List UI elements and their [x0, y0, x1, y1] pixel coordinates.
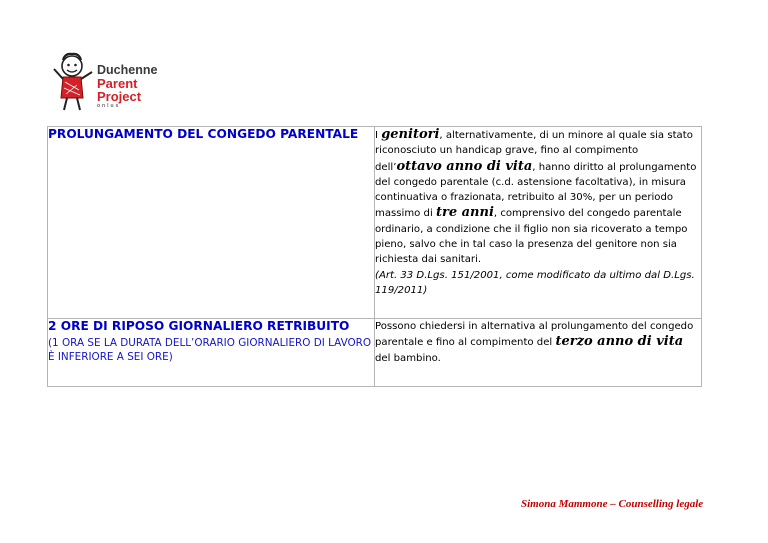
row-subnote: (1 ORA SE LA DURATA DELL’ORARIO GIORNALIERO DI LAVORO È INFERIORE A SEI ORE)	[48, 337, 372, 363]
emphasis-text: ottavo anno di vita	[396, 158, 533, 174]
logo-line-project: Project	[97, 89, 142, 104]
row-body-text: I genitori, alternativamente, di un minore al quale sia stato riconosciuto un handicap grave, fino al compimento dell’ottavo anno di vita, hanno diritto al prolungamento del congedo parentale (c.d. astensione facoltativa), in misura continuativa o frazionata, retribuito al 30%, per un periodo massimo di tre anni, comprensivo del congedo parentale ordinario, a condizione che il figlio non sia ricoverato a tempo pieno, salvo che in tal caso la presenza del genitore non sia richiesta dai sanitari. (Art. 33 D.Lgs. 151/2001, come modificato da ultimo dal D.Lgs. 119/2011)	[375, 127, 701, 298]
row-heading-cell	[48, 319, 375, 387]
rights-table	[47, 126, 702, 387]
table-row	[48, 319, 702, 387]
emphasis-text: terzo anno di vita	[555, 334, 684, 350]
logo-line-onlus: onlus	[97, 103, 121, 109]
logo-line-duchenne: Duchenne	[97, 63, 158, 77]
footer-signature: Simona Mammone – Counselling legale	[521, 498, 704, 510]
logo-line-parent: Parent	[97, 76, 138, 91]
logo-wordmark	[97, 64, 157, 109]
row-body-cell	[375, 127, 702, 319]
emphasis-text: genitori	[381, 127, 440, 142]
row-body-cell	[375, 319, 702, 387]
row-heading: PROLUNGAMENTO DEL CONGEDO PARENTALE	[48, 127, 359, 141]
emphasis-text: tre anni	[435, 205, 494, 221]
table-row	[48, 127, 702, 319]
row-heading-cell	[48, 127, 375, 319]
row-body-text: Possono chiedersi in alternativa al prolungamento del congedo parentale e fino al compimento del terzo anno di vita del bambino.	[375, 321, 694, 364]
child-figure-icon	[54, 54, 92, 110]
legal-reference: (Art. 33 D.Lgs. 151/2001, come modificato da ultimo dal D.Lgs. 119/2011)	[375, 269, 695, 296]
row-heading: 2 ORE DI RIPOSO GIORNALIERO RETRIBUITO	[48, 319, 350, 333]
